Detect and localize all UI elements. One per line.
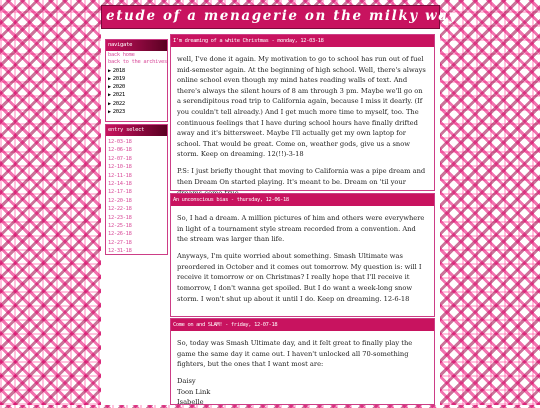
triangle-right-icon: ▶ [108,100,111,107]
list-item: Isabelle [177,398,204,407]
entry-link[interactable]: 12-07-18 [108,155,132,162]
site-title: etude of a menagerie on the milky way [106,8,459,24]
year-2019[interactable]: ▶ 2019 [108,75,125,82]
back-home-link[interactable]: back home [108,52,135,58]
triangle-right-icon: ▶ [108,67,111,74]
entry-link[interactable]: 12-11-18 [108,172,132,179]
year-2021[interactable]: ▶ 2021 [108,92,125,99]
entry-select-heading: entry select [106,125,167,136]
page-container [101,5,459,407]
post-paragraph: So, I had a dream. A million pictures of him and others were everywhere in light of a tournament style stream recorded from a convention. And the stream was larger than life. [177,214,425,244]
post-title: An unconscious bias - thursday, 12-06-18 [171,194,434,206]
site-header [101,5,459,29]
year-2023[interactable]: ▶ 2023 [108,109,125,116]
entry-link[interactable]: 12-03-18 [108,139,132,145]
post-entry [170,318,435,405]
entry-link[interactable]: 12-17-18 [108,189,132,196]
year-2022[interactable]: ▶ 2022 [108,100,125,107]
list-item: Toon Link [177,387,211,396]
entry-link[interactable]: 12-20-18 [108,197,132,204]
triangle-right-icon: ▶ [108,84,111,91]
post-paragraph: well, I've done it again. My motivation to go to school has run out of fuel mid-semester again. At the beginning of high school. Well, there's always online school even though my mind hates reading walls of text. And there's always the silent hours of 8 am through 3 pm. Maybe we'll go on a serendipitous road trip to California again, because I miss it dearly. (If you couldn't tell already.) And I get much more time to myself, too. The continuous feelings that I have during school hours have finally drifted away and it's bittersweet. Maybe I'll actually get my own laptop for school. That would be great. Come on, weather gods, give us a snow storm. Keep on dreaming. 12(!!)-3-18 [177,55,426,159]
navigate-box [105,39,168,122]
year-2020[interactable]: ▶ 2020 [108,84,125,91]
entry-link[interactable]: 12-06-18 [108,147,132,154]
post-entry [170,193,435,317]
entry-link[interactable]: 12-10-18 [108,164,132,171]
entry-link[interactable]: 12-14-18 [108,181,132,188]
entry-link[interactable]: 12-25-18 [108,223,132,230]
triangle-right-icon: ▶ [108,75,111,82]
post-paragraph: P.S: I just briefly thought that moving to California was a pipe dream and then Dream On started playing. It's meant to be. Dream on 'til your [177,167,426,187]
navigate-heading: navigate [106,40,167,51]
entry-link[interactable]: 12-22-18 [108,206,132,213]
entry-link[interactable]: 12-26-18 [108,231,132,238]
entry-link[interactable]: 12-31-18 [108,248,132,255]
entry-link[interactable]: 12-27-18 [108,239,132,246]
list-item: Daisy [177,377,196,386]
triangle-right-icon: ▶ [108,92,111,99]
post-title: Come on and SLAM! - friday, 12-07-18 [171,319,434,331]
entry-link[interactable]: 12-23-18 [108,214,132,221]
year-2018[interactable]: ▶ 2018 [108,67,125,74]
triangle-right-icon: ▶ [108,109,111,116]
archives-link[interactable]: back to the archives [108,59,167,66]
post-entry [170,34,435,191]
post-title: I'm dreaming of a white Christmas - monday, 12-03-18 [171,35,434,47]
post-paragraph: Anyways, I'm quite worried about something. Smash Ultimate was preordered in October and it comes out tomorrow. My question is: will I receive it tomorrow or on Christmas? I really hope that I'll receive it tomorrow, I don't wanna get spoiled. But I do want a week-long snow storm. I won't shut up about it until I do. Keep on dreaming. 12-6-18 [177,252,422,303]
entry-select-box [105,124,168,255]
post-paragraph: So, today was Smash Ultimate day, and it felt great to finally play the game the same day it came out. I haven't unlocked all 70-something fighters, but the ones that I want most are: [177,339,413,369]
